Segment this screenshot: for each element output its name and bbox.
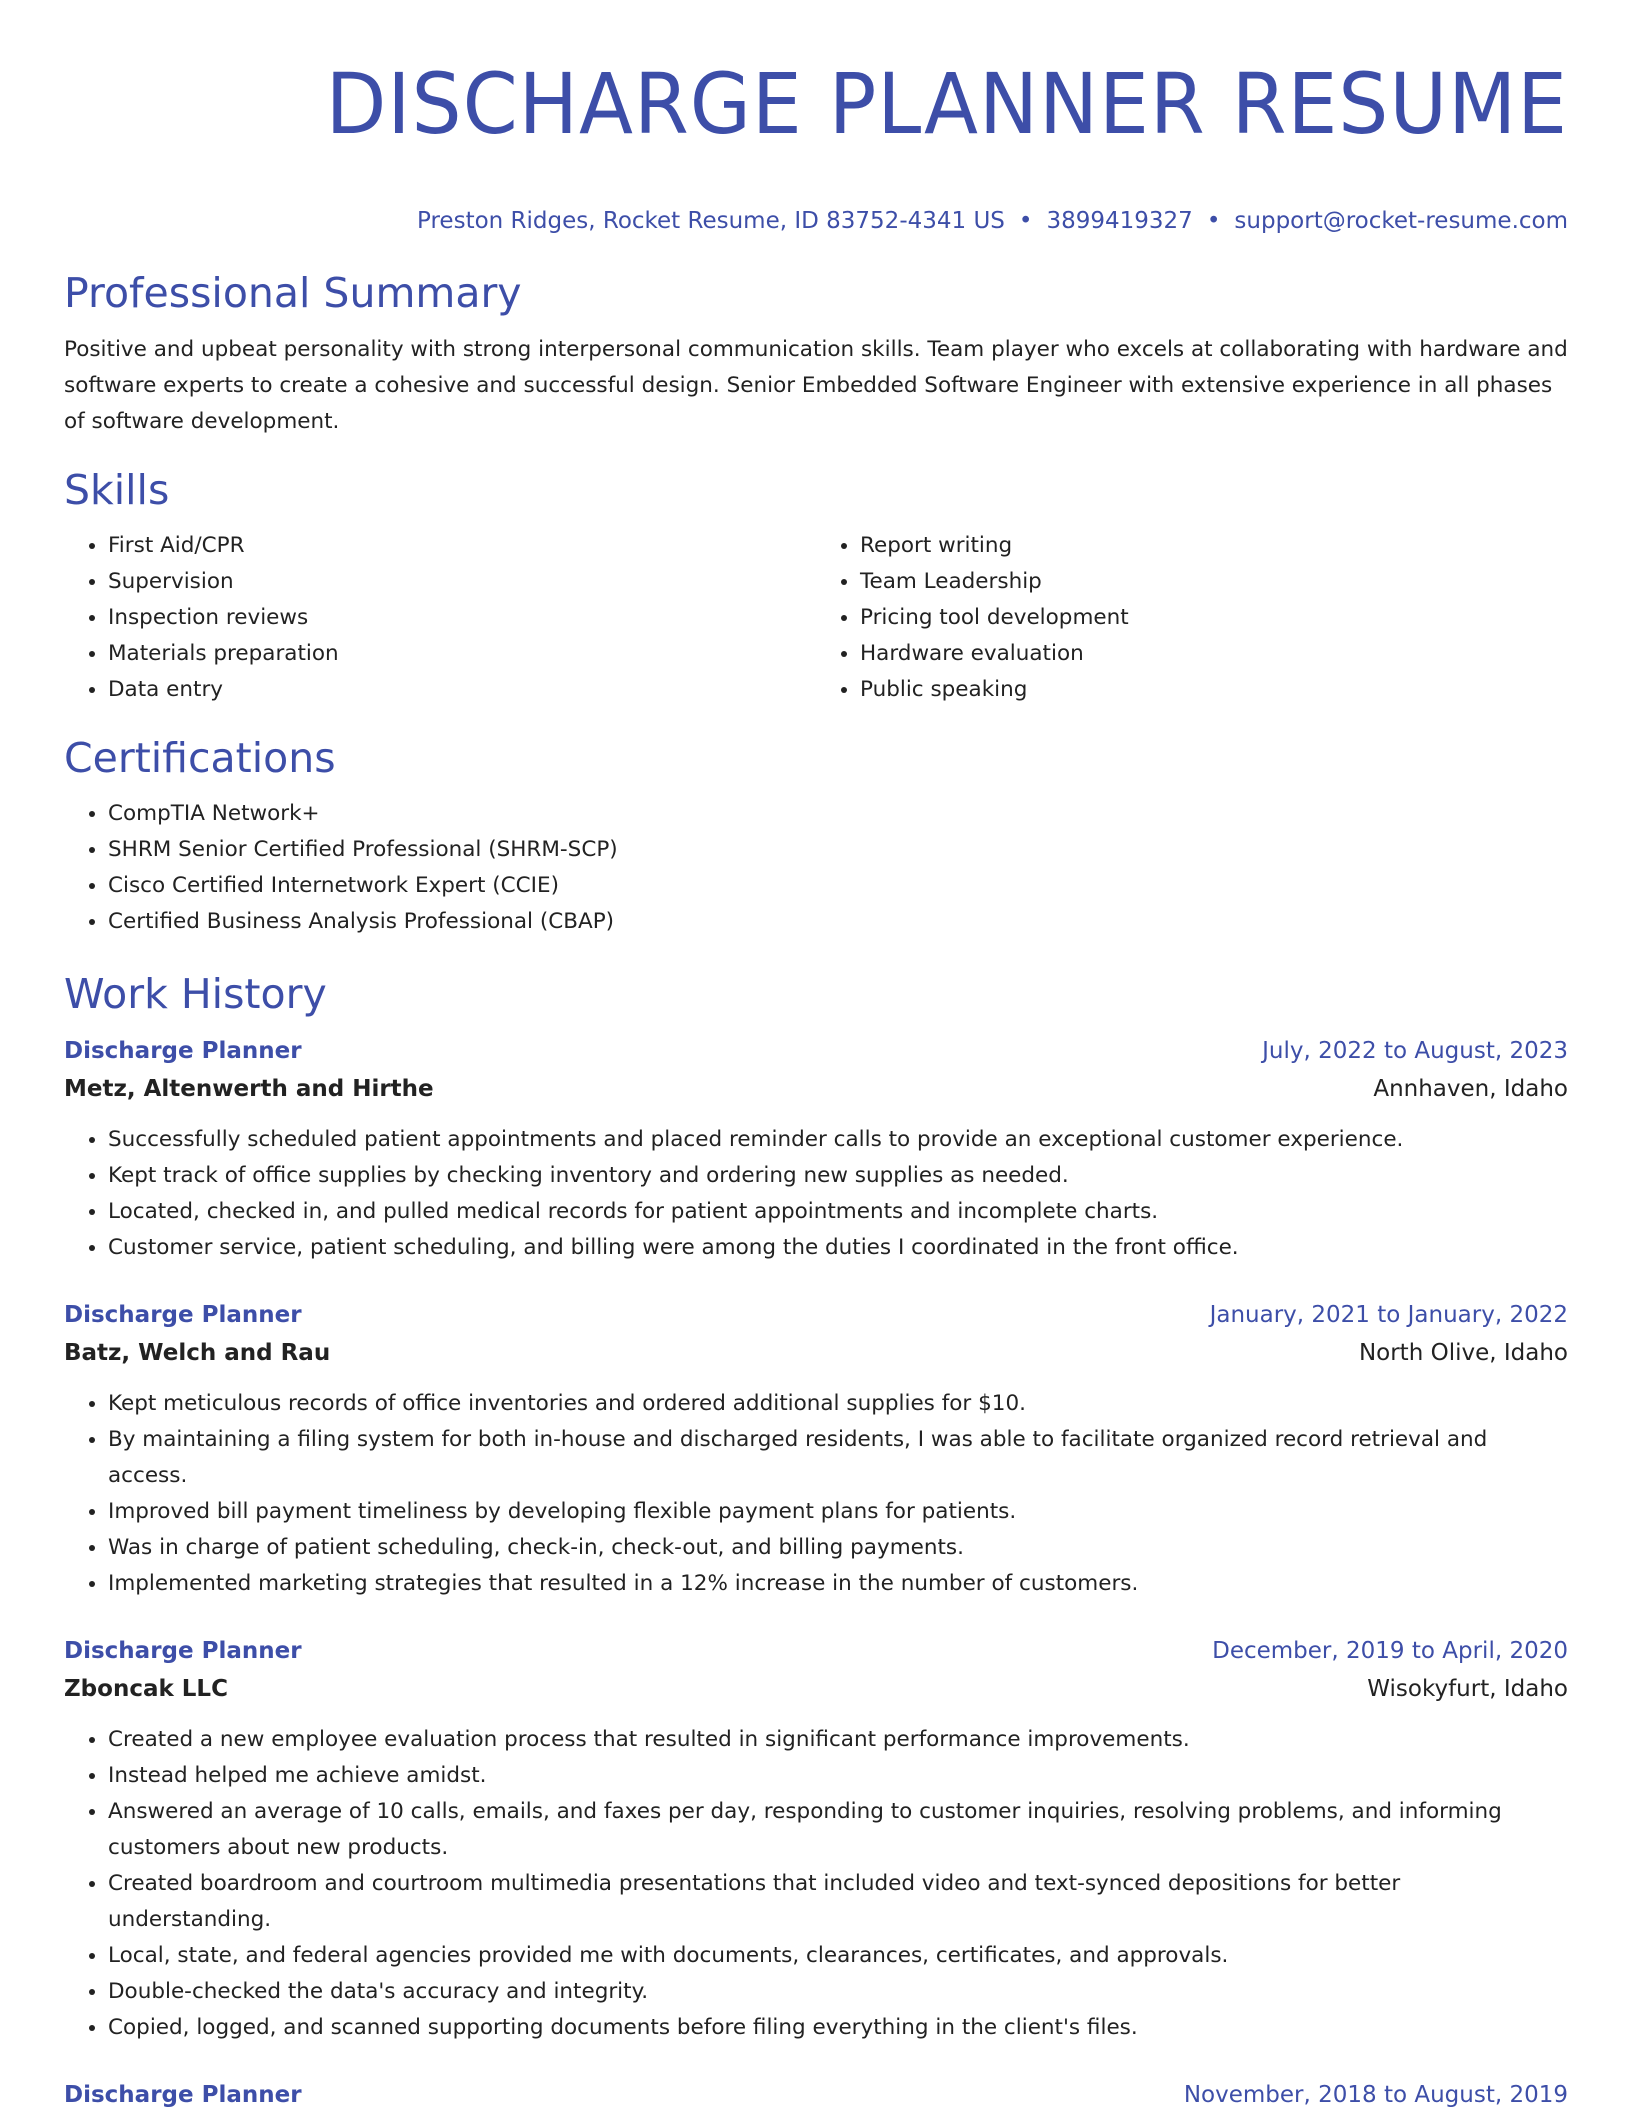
job-bullets [64,1122,1568,1266]
list-item: • First Aid/CPR [108,528,816,564]
job-entry [64,1632,1568,2046]
list-item: • Public speaking [860,672,1568,708]
list-item: • Data entry [108,672,816,708]
address: Preston Ridges, Rocket Resume, ID 83752-4341 US [417,208,1005,234]
list-item: • Created a new employee evaluation process that resulted in significant performance improvements. [108,1722,1568,1758]
list-item: • Local, state, and federal agencies provided me with documents, clearances, certificates, and approvals. [108,1938,1568,1974]
list-item: • Team Leadership [860,564,1568,600]
list-item: • Double-checked the data's accuracy and integrity. [108,1974,1568,2010]
company-name: Zboncak LLC [64,1676,228,1702]
list-item: • Instead helped me achieve amidst. [108,1758,1568,1794]
list-item: • Hardware evaluation [860,636,1568,672]
job-title: Discharge Planner [64,1302,302,1328]
list-item: • Pricing tool development [860,600,1568,636]
work-history-heading: Work History [64,970,327,1018]
job-location: Wisokyfurt, Idaho [1367,1676,1568,1702]
list-item: • SHRM Senior Certified Professional (SHRM-SCP) [108,832,1568,868]
job-dates: November, 2018 to August, 2019 [1183,2082,1568,2108]
skills-list-left [64,528,816,708]
separator-dot: • [1018,208,1033,234]
list-item: • Customer service, patient scheduling, and billing were among the duties I coordinated in the front office. [108,1230,1568,1266]
list-item: • Cisco Certified Internetwork Expert (CCIE) [108,868,1568,904]
list-item: • CompTIA Network+ [108,796,1568,832]
job-location: North Olive, Idaho [1358,1340,1568,1366]
summary-heading: Professional Summary [64,269,522,317]
list-item: • Kept meticulous records of office inventories and ordered additional supplies for $10. [108,1386,1568,1422]
list-item: • Was in charge of patient scheduling, check-in, check-out, and billing payments. [108,1530,1568,1566]
job-location: Annhaven, Idaho [1373,1076,1568,1102]
list-item: • Implemented marketing strategies that resulted in a 12% increase in the number of customers. [108,1566,1568,1602]
list-item: • Answered an average of 10 calls, emails, and faxes per day, responding to customer inquiries, resolving problems, and informing customers about new products. [108,1794,1568,1866]
list-item: • Materials preparation [108,636,816,672]
list-item: • Kept track of office supplies by checking inventory and ordering new supplies as needed. [108,1158,1568,1194]
separator-dot: • [1206,208,1221,234]
skills-heading: Skills [64,466,170,514]
list-item: • Located, checked in, and pulled medical records for patient appointments and incomplete charts. [108,1194,1568,1230]
job-subheader [64,1334,1568,1372]
list-item: • Inspection reviews [108,600,816,636]
job-subheader [64,1070,1568,1108]
certifications-heading: Certifications [64,734,336,782]
job-subheader [64,1670,1568,1708]
job-dates: January, 2021 to January, 2022 [1209,1302,1568,1328]
job-header [64,2076,1568,2114]
list-item: • Improved bill payment timeliness by developing flexible payment plans for patients. [108,1494,1568,1530]
job-dates: December, 2019 to April, 2020 [1212,1638,1568,1664]
contact-line [64,206,1568,236]
list-item: • Copied, logged, and scanned supporting documents before filing everything in the client's files. [108,2010,1568,2046]
job-header [64,1632,1568,1670]
job-title: Discharge Planner [64,2082,302,2108]
summary-text: Positive and upbeat personality with strong interpersonal communication skills. Team player who excels at collaborating with hardware and software experts to create a cohesive and successful design. Senior Embedded Software Engineer with extensive experience in all phases of software development. [64,337,1568,434]
email-link[interactable]: support@rocket-resume.com [1234,208,1568,234]
job-entry [64,2076,1568,2114]
job-header [64,1032,1568,1070]
list-item: • Created boardroom and courtroom multimedia presentations that included video and text-synced depositions for better understanding. [108,1866,1568,1938]
job-title: Discharge Planner [64,1038,302,1064]
certifications-list [64,796,1568,940]
company-name: Metz, Altenwerth and Hirthe [64,1076,434,1102]
list-item: • Successfully scheduled patient appointments and placed reminder calls to provide an exceptional customer experience. [108,1122,1568,1158]
job-bullets [64,1722,1568,2046]
list-item: • Report writing [860,528,1568,564]
job-entry [64,1032,1568,1266]
list-item: • Supervision [108,564,816,600]
job-title: Discharge Planner [64,1638,302,1664]
skills-list-right [816,528,1568,708]
job-header [64,1296,1568,1334]
list-item: • By maintaining a filing system for both in-house and discharged residents, I was able to facilitate organized record retrieval and access. [108,1422,1568,1494]
list-item: • Certified Business Analysis Professional (CBAP) [108,904,1568,940]
job-entry [64,1296,1568,1602]
job-dates: July, 2022 to August, 2023 [1262,1038,1568,1064]
skills-columns [64,528,1568,708]
company-name: Batz, Welch and Rau [64,1340,331,1366]
phone: 3899419327 [1046,208,1193,234]
job-bullets [64,1386,1568,1602]
resume-title: DISCHARGE PLANNER RESUME [325,55,1568,153]
